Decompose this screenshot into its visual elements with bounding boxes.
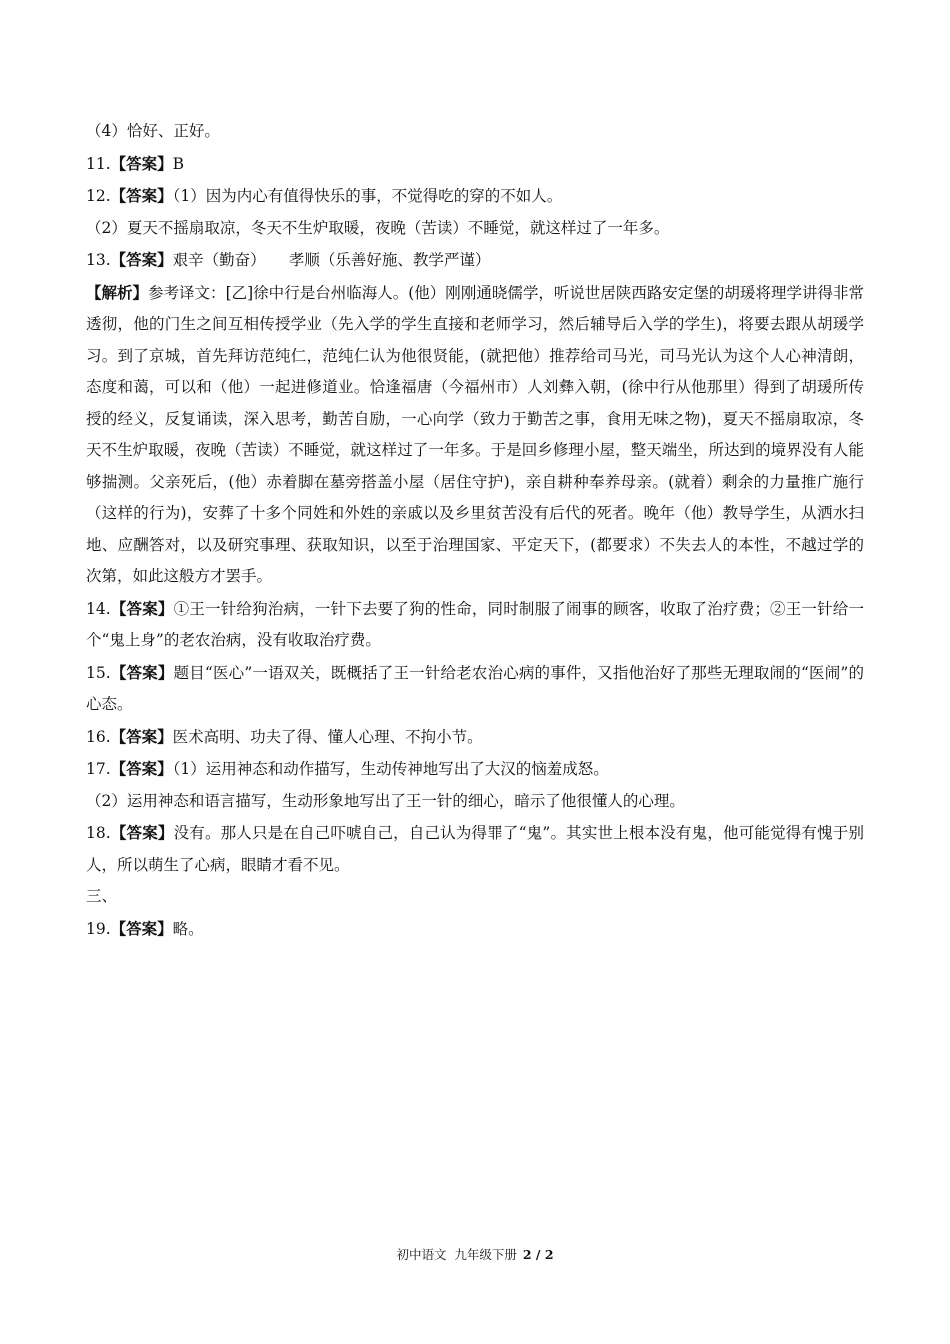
answer-17-part-2 [86, 786, 864, 818]
answer-text: （1）因为内心有值得快乐的事，不觉得吃的穿的不如人。 [172, 187, 563, 205]
answer-text: （2）运用神态和语言描写，生动形象地写出了王一针的细心，暗示了他很懂人的心理。 [86, 791, 685, 810]
answer-12-part-2 [86, 213, 864, 245]
footer-label: 初中语文 九年级下册 [396, 1247, 517, 1262]
answer-text: 略。 [172, 919, 204, 938]
section-heading-text: 三、 [86, 887, 118, 905]
answer-tag: 【答案】 [110, 153, 173, 173]
answer-tag: 【答案】 [110, 726, 173, 746]
analysis-13 [86, 277, 864, 593]
answer-10-part-4 [86, 116, 864, 148]
answer-text: （1）运用神态和动作描写，生动传神地写出了大汉的恼羞成怒。 [172, 760, 609, 778]
answer-text: 医术高明、功夫了得、懂人心理、不拘小节。 [172, 727, 483, 746]
answer-11 [86, 148, 864, 181]
answer-16 [86, 721, 864, 754]
answer-text: ①王一针给狗治病，一针下去要了狗的性命，同时制服了闹事的顾客，收取了治疗费；②王一针给一个“鬼上身”的老农治病，没有收取治疗费。 [86, 599, 864, 649]
analysis-text: 参考译文：[乙]徐中行是台州临海人。(他）刚刚通晓儒学，听说世居陕西路安定堡的胡瑗将理学讲得非常透彻，他的门生之间互相传授学业（先入学的学生直接和老师学习，然后辅导后入学的学生)，将要去跟从胡瑗学习。到了京城，首先拜访范纯仁，范纯仁认为他很贤能，(就把他）推荐给司马光，司马光认为这个人心神清朗，态度和蔼，可以和（他）一起进修道业。恰逢福唐（今福州市）人刘彝入朝，(徐中行从他那里）得到了胡瑗所传授的经义，反复诵读，深入思考，勤苦自励，一心向学（致力于勤苦之事，食用无味之物)，夏天不摇扇取凉，冬天不生炉取暖，夜晚（苦读）不睡觉，就这样过了一年多。于是回乡修理小屋，整天端坐，所达到的境界没有人能够揣测。父亲死后，(他）赤着脚在墓旁搭盖小屋（居住守护)，亲自耕种奉养母亲。(就着）剩余的力量推广施行（这样的行为)，安葬了十多个同姓和外姓的亲戚以及乡里贫苦没有后代的死者。晚年（他）教导学生，从洒水扫地、应酬答对，以及研究事理、获取知识，以至于治理国家、平定天下，(都要求）不失去人的本性，不越过学的次第，如此这般方才罢手。 [86, 283, 864, 585]
analysis-tag: 【解析】 [86, 282, 149, 302]
question-number: 17. [86, 760, 111, 778]
question-number: 18. [86, 824, 111, 842]
answer-tag: 【答案】 [110, 186, 173, 205]
answer-tag: 【答案】 [110, 250, 173, 269]
answer-14 [86, 593, 864, 657]
question-number: 16. [86, 727, 111, 746]
question-number: 11. [86, 154, 111, 173]
answer-tag: 【答案】 [110, 918, 173, 938]
answer-15 [86, 657, 864, 721]
answer-text: B [172, 154, 185, 173]
answer-18 [86, 817, 864, 881]
question-number: 13. [86, 251, 111, 269]
answer-tag: 【答案】 [110, 662, 174, 682]
page-footer [0, 1246, 950, 1264]
answer-17 [86, 753, 864, 786]
answer-text: （2）夏天不摇扇取凉，冬天不生炉取暖，夜晚（苦读）不睡觉，就这样过了一年多。 [86, 218, 670, 237]
question-number: 15. [86, 663, 111, 682]
answer-12 [86, 180, 864, 213]
answer-text: 没有。那人只是在自己吓唬自己，自己认为得罪了“鬼”。其实世上根本没有鬼，他可能觉得有愧于别人，所以萌生了心病，眼睛才看不见。 [86, 824, 864, 874]
answer-text: 艰辛（勤奋） 孝顺（乐善好施、教学严谨） [172, 251, 491, 269]
answer-text: （4）恰好、正好。 [86, 122, 220, 140]
question-number: 14. [86, 599, 111, 618]
answer-tag: 【答案】 [110, 598, 174, 618]
answer-tag: 【答案】 [110, 759, 173, 778]
answer-text: 题目“医心”一语双关，既概括了王一针给老农治心病的事件，又指他治好了那些无理取闹的“医闹”的心态。 [86, 663, 864, 713]
answer-tag: 【答案】 [110, 823, 174, 842]
page-number: 2 / 2 [522, 1247, 554, 1262]
section-heading-3 [86, 881, 864, 913]
question-number: 12. [86, 187, 111, 205]
question-number: 19. [86, 919, 111, 938]
answer-19 [86, 913, 864, 946]
answer-13 [86, 244, 864, 277]
answer-content [86, 116, 864, 945]
